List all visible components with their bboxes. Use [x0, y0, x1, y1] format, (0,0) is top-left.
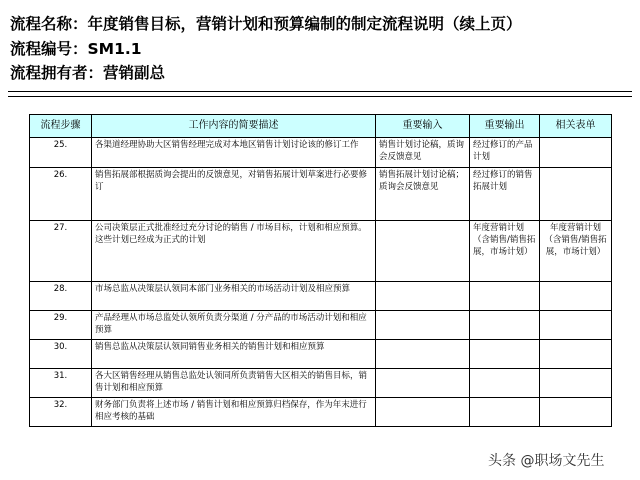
table-row	[30, 138, 612, 168]
output-cell	[470, 369, 540, 398]
table-row	[30, 369, 612, 398]
step-cell: 32.	[30, 398, 92, 427]
input-cell	[376, 369, 470, 398]
col-header-description: 工作内容的简要描述	[92, 115, 376, 138]
process-table	[29, 114, 612, 427]
table-row	[30, 282, 612, 311]
form-cell	[540, 369, 612, 398]
output-cell: 经过修订的销售拓展计划	[470, 168, 540, 221]
description-cell: 各大区销售经理从销售总监处认领同所负责销售大区相关的销售目标，销售计划和相应预算	[92, 369, 376, 398]
process-number: 流程编号：SM1.1	[10, 40, 142, 58]
form-cell: 年度营销计划（含销售/销售拓展，市场计划）	[540, 221, 612, 282]
input-cell	[376, 340, 470, 369]
input-cell	[376, 398, 470, 427]
col-header-input: 重要输入	[376, 115, 470, 138]
header-rule-bottom	[8, 96, 632, 97]
table-row	[30, 340, 612, 369]
form-cell	[540, 282, 612, 311]
input-cell: 销售拓展计划讨论稿；质询会反馈意见	[376, 168, 470, 221]
table-header-row	[30, 115, 612, 138]
form-cell	[540, 138, 612, 168]
step-cell: 25.	[30, 138, 92, 168]
description-cell: 销售拓展部根据质询会提出的反馈意见，对销售拓展计划草案进行必要修订	[92, 168, 376, 221]
step-cell: 29.	[30, 311, 92, 340]
form-cell	[540, 168, 612, 221]
step-cell: 28.	[30, 282, 92, 311]
input-cell: 销售计划讨论稿，质询会反馈意见	[376, 138, 470, 168]
process-name: 流程名称：年度销售目标，营销计划和预算编制的制定流程说明（续上页）	[10, 15, 522, 33]
output-cell	[470, 311, 540, 340]
output-cell: 经过修订的产品计划	[470, 138, 540, 168]
input-cell	[376, 221, 470, 282]
form-cell	[540, 311, 612, 340]
description-cell: 产品经理从市场总监处认领所负责分渠道 / 分产品的市场活动计划和相应预算	[92, 311, 376, 340]
form-cell	[540, 398, 612, 427]
output-cell	[470, 398, 540, 427]
input-cell	[376, 282, 470, 311]
output-cell: 年度营销计划（含销售/销售拓展，市场计划）	[470, 221, 540, 282]
table-row	[30, 398, 612, 427]
form-cell	[540, 340, 612, 369]
description-cell: 财务部门负责将上述市场 / 销售计划和相应预算归档保存，作为年末进行相应考核的基础	[92, 398, 376, 427]
table-row	[30, 168, 612, 221]
description-cell: 销售总监从决策层认领同销售业务相关的销售计划和相应预算	[92, 340, 376, 369]
output-cell	[470, 340, 540, 369]
step-cell: 31.	[30, 369, 92, 398]
header-rule-top	[8, 91, 632, 92]
col-header-forms: 相关表单	[540, 115, 612, 138]
step-cell: 26.	[30, 168, 92, 221]
table-row	[30, 311, 612, 340]
table-row	[30, 221, 612, 282]
col-header-output: 重要输出	[470, 115, 540, 138]
input-cell	[376, 311, 470, 340]
step-cell: 27.	[30, 221, 92, 282]
watermark: 头条 @职场文先生	[488, 453, 605, 469]
step-cell: 30.	[30, 340, 92, 369]
description-cell: 市场总监从决策层认领同本部门业务相关的市场活动计划及相应预算	[92, 282, 376, 311]
process-owner: 流程拥有者：营销副总	[10, 64, 166, 82]
output-cell	[470, 282, 540, 311]
col-header-step: 流程步骤	[30, 115, 92, 138]
description-cell: 各渠道经理协助大区销售经理完成对本地区销售计划讨论该的修订工作	[92, 138, 376, 168]
description-cell: 公司决策层正式批准经过充分讨论的销售 / 市场目标，计划和相应预算。这些计划已经成为正式的计划	[92, 221, 376, 282]
